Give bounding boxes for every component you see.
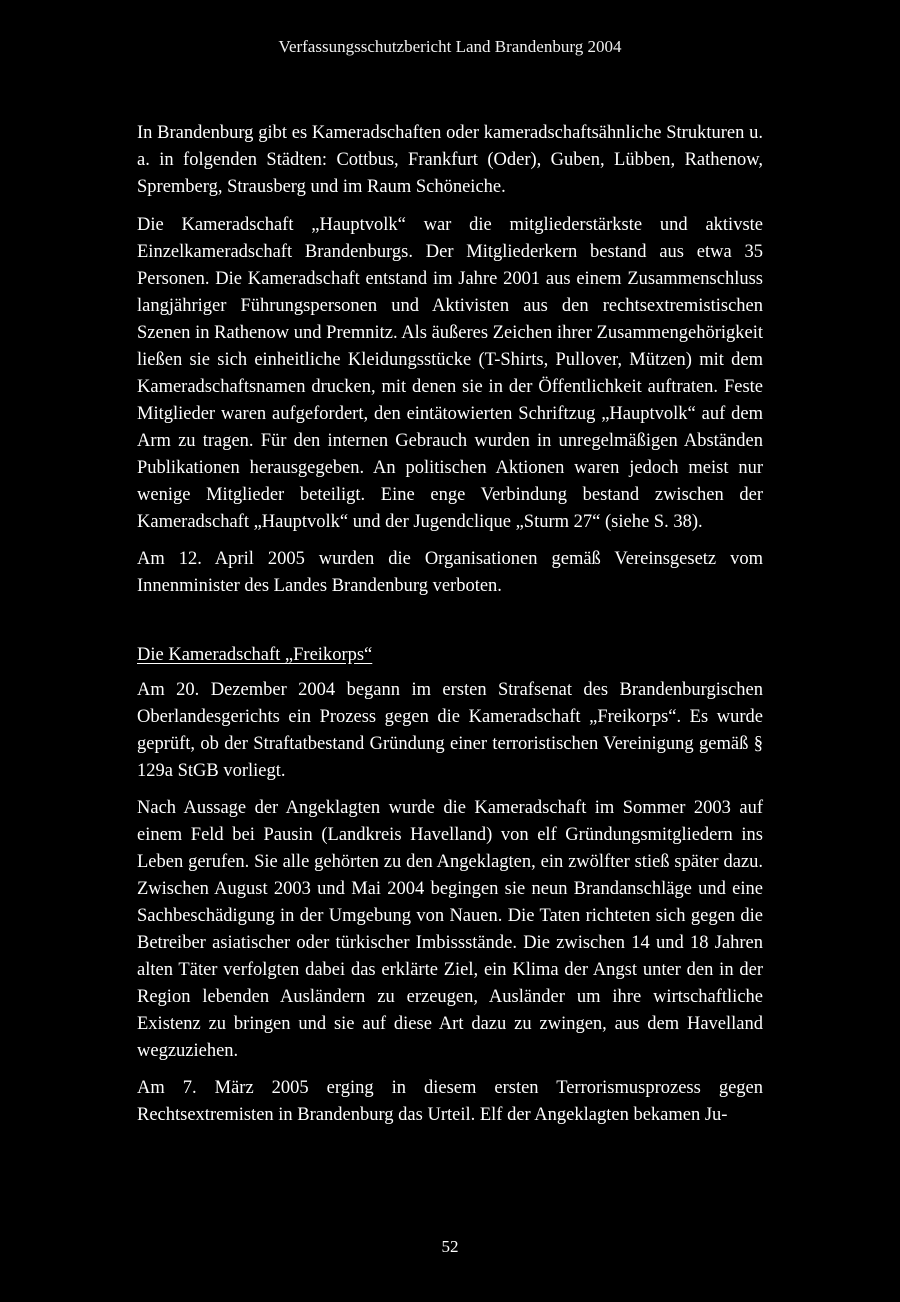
section-heading-freikorps: Die Kameradschaft „Freikorps“: [137, 645, 373, 665]
paragraph-aussage: Nach Aussage der Angeklagten wurde die Kameradschaft im Sommer 2003 auf einem Feld bei Pausin (Landkreis Havelland) von elf Gründungsmitgliedern ins Leben gerufen. Sie alle gehörten zu den Angeklagten, ein zwölfter stieß später dazu. Zwischen August 2003 und Mai 2004 begingen sie neun Brandanschläge und eine Sachbeschädigung in der Umgebung von Nauen. Die Taten richteten sich gegen die Betreiber asiatischer oder türkischer Imbissstände. Die zwischen 14 und 18 Jahren alten Täter verfolgten dabei das erklärte Ziel, ein Klima der Angst unter den in der Region lebenden Ausländern zu erzeugen, Ausländer um ihre wirtschaftliche Existenz zu bringen und sie auf diese Art dazu zu zwingen, aus dem Havelland wegzuziehen.: [137, 798, 763, 1061]
paragraph-hauptvolk: Die Kameradschaft „Hauptvolk“ war die mitgliederstärkste und aktivste Einzelkameradschaft Brandenburgs. Der Mitgliederkern bestand aus etwa 35 Personen. Die Kameradschaft entstand im Jahre 2001 aus einem Zusammenschluss langjähriger Führungspersonen und Aktivisten aus den rechtsextremistischen Szenen in Rathenow und Premnitz. Als äußeres Zeichen ihrer Zusammengehörigkeit ließen sie sich einheitliche Kleidungsstücke (T-Shirts, Pullover, Mützen) mit dem Kameradschaftsnamen drucken, mit denen sie in der Öffentlichkeit auftraten. Feste Mitglieder waren aufgefordert, den eintätowierten Schriftzug „Hauptvolk“ auf dem Arm zu tragen. Für den internen Gebrauch wurden in unregelmäßigen Abständen Publikationen herausgegeben. An politischen Aktionen waren jedoch meist nur wenige Mitglieder beteiligt. Eine enge Verbindung bestand zwischen der Kameradschaft „Hauptvolk“ und der Jugendclique „Sturm 27“ (siehe S. 38).: [137, 215, 763, 532]
page-number: 52: [441, 1237, 459, 1256]
page-header: Verfassungsschutzbericht Land Brandenburg 2004: [278, 37, 622, 56]
paragraph-verbot: Am 12. April 2005 wurden die Organisationen gemäß Vereinsgesetz vom Innenminister des Landes Brandenburg verboten.: [137, 549, 763, 596]
paragraph-kameradschaften-staedte: In Brandenburg gibt es Kameradschaften oder kameradschaftsähnliche Strukturen u. a. in folgenden Städten: Cottbus, Frankfurt (Oder), Guben, Lübben, Rathenow, Spremberg, Strausberg und im Raum Schöneiche.: [137, 123, 763, 197]
paragraph-urteil: Am 7. März 2005 erging in diesem ersten Terrorismusprozess gegen Rechtsextremisten in Brandenburg das Urteil. Elf der Angeklagten bekamen Ju-: [137, 1078, 763, 1125]
paragraph-prozess: Am 20. Dezember 2004 begann im ersten Strafsenat des Brandenburgischen Oberlandesgerichts ein Prozess gegen die Kameradschaft „Freikorps“. Es wurde geprüft, ob der Straftatbestand Gründung einer terroristischen Vereinigung gemäß § 129a StGB vorliegt.: [137, 680, 763, 781]
document-body: [137, 120, 763, 1139]
